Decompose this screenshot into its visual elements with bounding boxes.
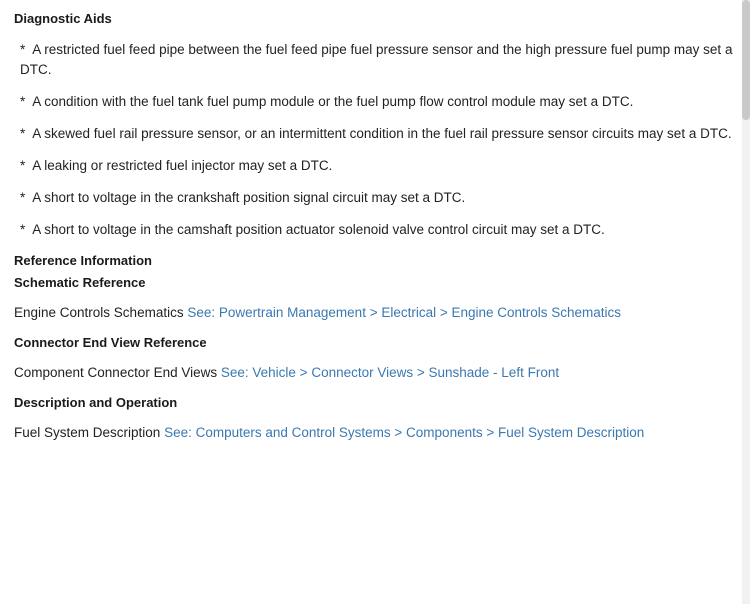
list-item bbox=[14, 188, 736, 208]
bullet-marker-icon: * bbox=[20, 158, 26, 173]
list-item bbox=[14, 124, 736, 144]
bullet-marker-icon: * bbox=[20, 190, 26, 205]
bullet-marker-icon: * bbox=[20, 126, 26, 141]
page-title-connector-end-view-reference: Connector End View Reference bbox=[14, 335, 207, 350]
bullet-marker-icon: * bbox=[20, 222, 26, 237]
reference-entry-label: Component Connector End Views bbox=[14, 365, 221, 380]
reference-entry-connector-views bbox=[14, 363, 736, 383]
list-item bbox=[14, 92, 736, 112]
scrollbar-thumb[interactable] bbox=[742, 0, 750, 120]
list-item-text: A skewed fuel rail pressure sensor, or an intermittent condition in the fuel rail pressure sensor circuits may set a DTC. bbox=[32, 126, 732, 141]
page-title-reference-information: Reference Information bbox=[14, 253, 152, 268]
reference-link-engine-controls-schematics[interactable]: See: Powertrain Management > Electrical > Engine Controls Schematics bbox=[187, 305, 622, 320]
reference-link-fuel-system-description[interactable]: See: Computers and Control Systems > Components > Fuel System Description bbox=[164, 425, 645, 440]
list-item-text: A condition with the fuel tank fuel pump module or the fuel pump flow control module may set a DTC. bbox=[32, 94, 634, 109]
list-item-text: A short to voltage in the crankshaft position signal circuit may set a DTC. bbox=[32, 190, 466, 205]
reference-link-connector-end-views[interactable]: See: Vehicle > Connector Views > Sunshade - Left Front bbox=[220, 365, 560, 380]
list-item bbox=[14, 40, 736, 80]
page-title-diagnostic-aids: Diagnostic Aids bbox=[14, 11, 112, 26]
bullet-marker-icon: * bbox=[20, 94, 26, 109]
list-item-text: A restricted fuel feed pipe between the fuel feed pipe fuel pressure sensor and the high pressure fuel pump may set a DTC. bbox=[20, 42, 733, 77]
reference-entry-label: Engine Controls Schematics bbox=[14, 305, 188, 320]
page-title-schematic-reference: Schematic Reference bbox=[14, 275, 146, 290]
bullet-marker-icon: * bbox=[20, 42, 26, 57]
reference-entry-schematic bbox=[14, 303, 736, 323]
page-title-description-and-operation: Description and Operation bbox=[14, 395, 178, 410]
list-item bbox=[14, 156, 736, 176]
list-item-text: A short to voltage in the camshaft position actuator solenoid valve control circuit may set a DTC. bbox=[32, 222, 605, 237]
reference-entry-label: Fuel System Description bbox=[14, 425, 165, 440]
list-item-text: A leaking or restricted fuel injector may set a DTC. bbox=[32, 158, 333, 173]
reference-entry-description bbox=[14, 423, 736, 443]
list-item bbox=[14, 220, 736, 240]
scrollbar-vertical[interactable] bbox=[742, 0, 750, 604]
